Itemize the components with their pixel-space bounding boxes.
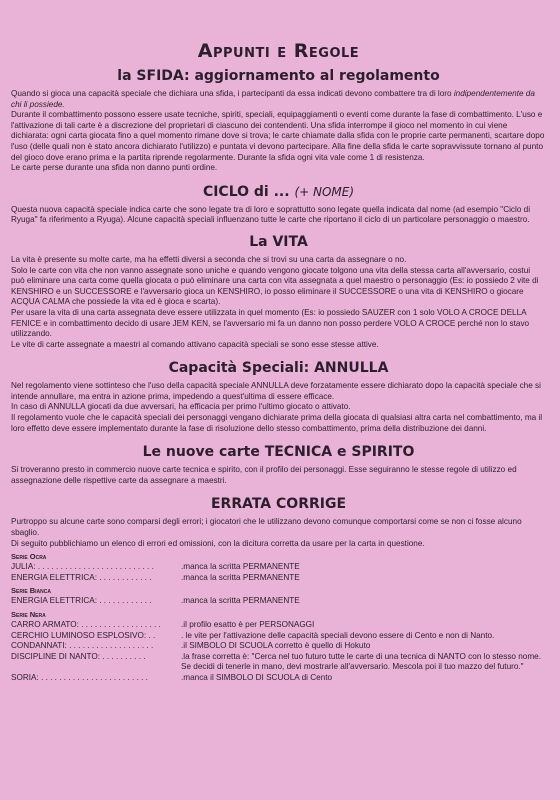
errata-row: ENERGIA ELETTRICA: . . . . . . . . . . . . .manca la scritta PERMANENTE <box>11 596 300 606</box>
vita-paragraph: Solo le carte con vita che non vanno assegnate sono uniche e quando vengono giocate tolgono una vita della stessa carta all'avversario, costui può eliminare una carta come quella giocata o può eliminare una carta con vita assegnata a quel maestro o personaggio (Es: io possiedo 2 vite di KENSHIRO e un SUCCESSORE e l'avversario gioca un KENSHIRO, io posso eliminare il SUCCESSORE o una vita di KENSHIRO o giocare ACQUA CALMA che possiede la vita ed è gioca e scarta). <box>11 265 539 307</box>
series-label: Serie Bianca <box>11 586 52 596</box>
sfida-heading: la SFIDA: aggiornamento al regolamento <box>117 68 440 84</box>
annulla-paragraph: Nel regolamento viene sottinteso che l'uso della capacità speciale ANNULLA deve forzatamente essere dichiarato dopo la capacità speciale che si intende annullare, ma entra in azione prima, impedendo a quest'ultima di essere efficace. <box>11 381 541 401</box>
nuove-carte-heading: Le nuove carte TECNICA e SPIRITO <box>142 444 415 461</box>
errata-paragraph: Di seguito pubblichiamo un elenco di errori ed omissioni, con la dicitura corretta da usare per la carta in questione. <box>11 538 425 548</box>
series-label: Serie Ocra <box>11 552 47 562</box>
series-label: Serie Nera <box>11 610 46 619</box>
sfida-paragraph: Le carte perse durante una sfida non danno punti ordine. <box>11 163 218 173</box>
errata-heading: ERRATA CORRIGE <box>210 496 347 513</box>
errata-row: ENERGIA ELETTRICA: . . . . . . . . . . . . .manca la scritta PERMANENTE <box>11 572 300 582</box>
errata-row: DISCIPLINE DI NANTO: . . . . . . . . . . .la frase corretta è: "Cerca nel tuo futuro tutte le carte di una tecnica di NANTO con lo stesso nome. Se decidi di tenerle in mano, devi mostrarle all'avversario. Mescola poi il tuo mazzo del futuro." <box>11 651 541 672</box>
errata-row: CERCHIO LUMINOSO ESPLOSIVO: . . . le vite per l'attivazione delle capacità speciali devono essere di Cento e non di Nanto. <box>11 630 495 640</box>
vita-section <box>11 255 546 350</box>
errata-section <box>11 517 546 683</box>
vita-heading: La VITA <box>249 233 308 250</box>
sfida-section <box>11 89 546 174</box>
sfida-paragraph: Quando si gioca una capacità speciale che dichiara una sfida, i partecipanti da essa indicati devono combattere tra di loro indipendentemente da chi li possiede. <box>11 89 535 109</box>
ciclo-paragraph: Questa nuova capacità speciale indica carte che sono legate tra di loro e soprattutto sono legate quella indicata dal nome (ad esempio "Ciclo di Ryuga" fa riferimento a Ryuga). Alcune capacità speciali influenzano tutte le carte che riportano il ciclo di un particolare personaggio o maestro. <box>11 204 531 225</box>
vita-paragraph: Le vite di carte assegnate a maestri al comando attivano capacità speciali se sono esse stesse attive. <box>11 339 379 349</box>
errata-row: SORIA: . . . . . . . . . . . . . . . . . . . . . . . . .manca il SIMBOLO DI SCUOLA di Cento <box>11 672 333 682</box>
annulla-paragraph: Il regolamento vuole che le capacità speciali dei personaggi vengano dichiarate prima della giocata di qualsiasi altra carta nel combattimento, ma il loro effetto deve essere implementato durante la fase di risoluzione dello stesso combattimento, prima della distribuzione dei danni. <box>11 413 543 433</box>
ciclo-heading: CICLO di ... (+ NOME) <box>202 183 355 200</box>
annulla-paragraph: In caso di ANNULLA giocati da due avversari, ha efficacia per primo l'ultimo giocato o attivato. <box>11 402 351 412</box>
annulla-heading: Capacità Speciali: ANNULLA <box>168 360 389 377</box>
vita-paragraph: Per usare la vita di una carta assegnata deve essere utilizzata in quel momento (Es: io possiedo SAUZER con 1 solo VOLO A CROCE DELLA FENICE e in combattimento decido di usare JEM KEN, se l'avversario mi fa un danno non posso perdere VOLO A CROCE perché non lo stavo utilizzando. <box>11 307 530 339</box>
nuove-carte-section <box>11 465 546 486</box>
errata-row: CONDANNATI: . . . . . . . . . . . . . . . . . . . .il SIMBOLO DI SCUOLA corretto è quello di Hokuto <box>11 641 371 651</box>
vita-paragraph: La vita è presente su molte carte, ma ha effetti diversi a seconda che si trovi su una carta da assegnare o no. <box>11 254 407 264</box>
ciclo-section <box>11 205 546 226</box>
page-title: Appunti e Regole <box>197 40 360 62</box>
errata-paragraph: Purtroppo su alcune carte sono comparsi degli errori; i giocatori che le utilizzano devono comunque comportarsi come se non ci fosse alcuno sbaglio. <box>11 517 522 538</box>
errata-row: JULIA: . . . . . . . . . . . . . . . . . . . . . . . . . . .manca la scritta PERMANENTE <box>11 562 300 572</box>
errata-row: CARRO ARMATO: . . . . . . . . . . . . . . . . . . .il profilo esatto è per PERSONAGGI <box>11 620 315 629</box>
annulla-section <box>11 381 546 434</box>
sfida-paragraph: Durante il combattimento possono essere usate tecniche, spiriti, speciali, equipaggiamenti o eventi come durante la fase di combattimento. L'uso e l'attivazione di tali carte è a discrezione del proprietari di ciascuno dei contendenti. Una sfida interrompe il gioco nel momento in cui viene dichiarata: ogni carta giocata fino a quel momento rimane dove si trova; le carte chiamate dalla sfida con le proprie carte permanenti, scartare dopo l'uso (delle quali non è stato ancora dichiarato l'utilizzo) e puntata vi devono partecipare. Alla fine della sfida le carte sopravvissute tornano al punto del gioco dove erano prima e la partita riprende regolarmente. Durante la sfida ogni vita vale come 1 di resistenza. <box>11 110 545 162</box>
nuove-carte-paragraph: Si troveranno presto in commercio nuove carte tecnica e spirito, con il profilo dei personaggi. Esse seguiranno le stesse regole di utilizzo ed assegnazione delle rispettive carte da assegnare a maestri. <box>11 465 517 485</box>
